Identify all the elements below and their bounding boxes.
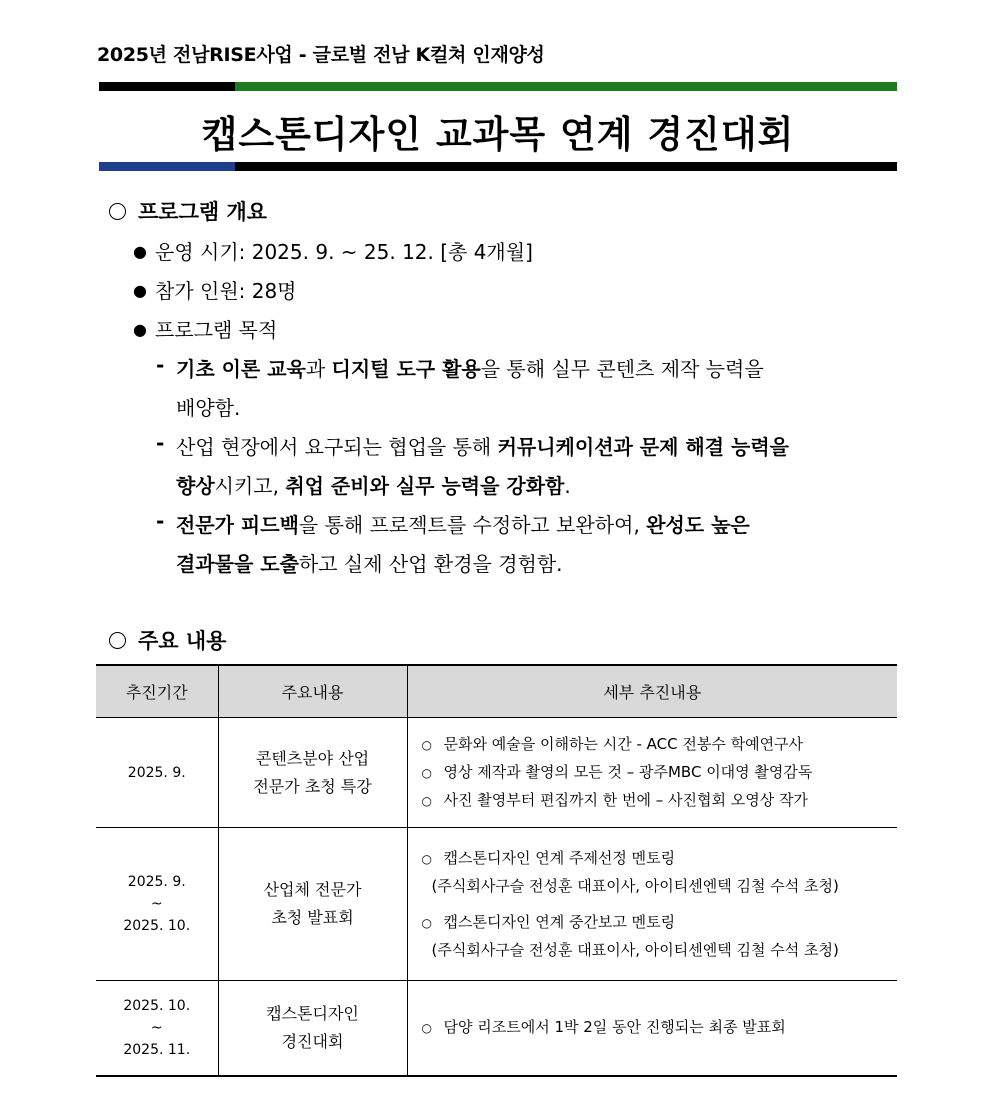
- small-circle-icon: ○: [421, 737, 432, 752]
- detail-item: ○ 영상 제작과 촬영의 모든 것 – 광주MBC 이대영 촬영감독: [422, 759, 897, 787]
- circle-icon: [109, 203, 126, 220]
- text-run: 을 통해 프로젝트를 수정하고 보완하여,: [298, 513, 647, 537]
- table-header-row: [96, 665, 897, 718]
- table-row: [96, 718, 897, 828]
- topic-cell: 캡스톤디자인 경진대회: [218, 981, 407, 1076]
- section-content-title: 주요 내용: [138, 629, 227, 653]
- purpose-1-line-1: [176, 353, 764, 382]
- bold-text-run: 전문가 피드백: [176, 513, 299, 537]
- overview-bullet-participants: ● 참가 인원: 28명: [133, 279, 297, 303]
- purpose-2-line-1: [176, 431, 789, 460]
- detail-subtext: (주식회사구슬 전성훈 대표이사, 아이티센엔텍 김철 수석 초청): [431, 877, 839, 895]
- table-row: [96, 981, 897, 1076]
- small-circle-icon: ○: [421, 765, 432, 780]
- overview-bullet-purpose: ● 프로그램 목적: [133, 318, 278, 342]
- topic-cell: 콘텐츠분야 산업 전문가 초청 특강: [218, 718, 407, 828]
- detail-subtext: (주식회사구슬 전성훈 대표이사, 아이티센엔텍 김철 수석 초청): [431, 941, 839, 959]
- text-run: 을 통해 실무 콘텐츠 제작 능력을: [480, 357, 764, 381]
- topic-cell: 산업체 전문가 초청 발표회: [218, 828, 407, 981]
- section-overview-title: 프로그램 개요: [138, 200, 268, 224]
- period-cell: 2025. 9.: [96, 718, 218, 828]
- detail-item: ○ 문화와 예술을 이해하는 시간 - ACC 전봉수 학예연구사: [422, 731, 897, 759]
- header-period: 추진기간: [96, 665, 218, 718]
- dash-icon: -: [156, 509, 165, 533]
- text-run: 산업 현장에서 요구되는 협업을 통해: [176, 435, 498, 459]
- text-run: 하고 실제 산업 환경을 경험함.: [298, 552, 563, 576]
- text-run: 배양함.: [176, 396, 241, 420]
- small-circle-icon: ○: [421, 852, 432, 866]
- purpose-2-line-2: [176, 470, 571, 499]
- text-run: 시키고,: [214, 474, 286, 498]
- title-bottom-bar: [99, 162, 897, 171]
- document-title: 캡스톤디자인 교과목 연계 경진대회: [201, 113, 795, 156]
- bold-text-run: 기초 이론 교육: [176, 357, 306, 381]
- small-circle-icon: ○: [421, 916, 432, 930]
- purpose-1-line-2: [176, 392, 240, 421]
- text-run: .: [564, 474, 571, 498]
- detail-item: ○ 캡스톤디자인 연계 주제선정 멘토링: [422, 845, 897, 873]
- detail-item: ○ 사진 촬영부터 편집까지 한 번에 – 사진협회 오영상 작가: [422, 787, 897, 815]
- bold-text-run: 취업 준비와 실무 능력을 강화함: [285, 474, 565, 498]
- bullet-icon: ●: [133, 242, 147, 261]
- detail-item: ○ 담양 리조트에서 1박 2일 동안 진행되는 최종 발표회: [422, 1014, 897, 1042]
- content-table: [96, 664, 897, 1077]
- detail-item: ○ 캡스톤디자인 연계 중간보고 멘토링: [422, 909, 897, 937]
- bold-text-run: 커뮤니케이션과 문제 해결 능력을: [497, 435, 789, 459]
- bullet-icon: ●: [133, 281, 147, 300]
- header-details: 세부 추진내용: [407, 665, 897, 718]
- dash-icon: -: [156, 431, 165, 455]
- purpose-3-line-1: [176, 509, 750, 538]
- bold-text-run: 결과물을 도출: [176, 552, 299, 576]
- section-overview-heading: [109, 196, 267, 226]
- detail-cell: [407, 981, 897, 1076]
- table-row: [96, 828, 897, 981]
- detail-cell: [407, 828, 897, 981]
- purpose-3-line-2: [176, 548, 563, 577]
- circle-icon: [109, 632, 126, 649]
- text-run: 과: [305, 357, 332, 381]
- bullet-icon: ●: [133, 320, 147, 339]
- overview-bullet-period: ● 운영 시기: 2025. 9. ~ 25. 12. [총 4개월]: [133, 240, 533, 264]
- section-content-heading: [109, 625, 226, 655]
- bold-text-run: 완성도 높은: [646, 513, 750, 537]
- document-subtitle: 2025년 전남RISE사업 - 글로벌 전남 K컬쳐 인재양성: [97, 44, 545, 66]
- detail-cell: [407, 718, 897, 828]
- period-cell: 2025. 9. ~ 2025. 10.: [96, 828, 218, 981]
- bold-text-run: 디지털 도구 활용: [331, 357, 481, 381]
- title-top-bar: [99, 82, 897, 91]
- dash-icon: -: [156, 353, 165, 377]
- small-circle-icon: ○: [421, 1020, 432, 1035]
- period-cell: 2025. 10. ~ 2025. 11.: [96, 981, 218, 1076]
- small-circle-icon: ○: [421, 793, 432, 808]
- header-topic: 주요내용: [218, 665, 407, 718]
- bold-text-run: 향상: [176, 474, 215, 498]
